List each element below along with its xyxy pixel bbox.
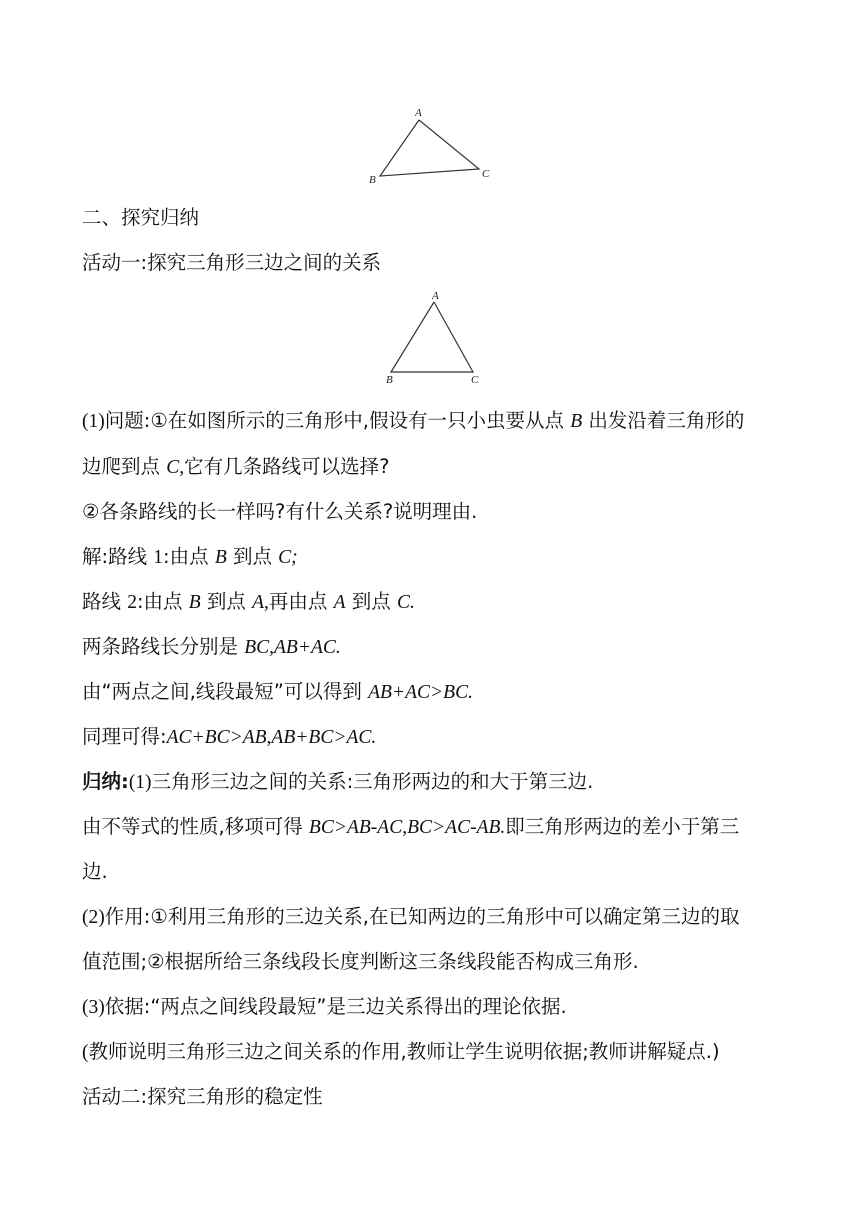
triangle-figure-1 (360, 100, 500, 192)
activity-1-title: 活动一:探究三角形三边之间的关系 (82, 251, 382, 274)
solution-line-4: 由“两点之间,线段最短”可以得到 AB+AC>BC. (82, 680, 473, 703)
solution-line-2: 路线 2:由点 B 到点 A,再由点 A 到点 C. (82, 590, 415, 613)
summary-line-5: 值范围;②根据所给三条线段长度判断这三条线段能否构成三角形. (82, 950, 639, 973)
summary-label: 归纳: (82, 770, 129, 793)
question-line-2: 边爬到点 C,它有几条路线可以选择? (82, 455, 390, 478)
triangle-figure-2 (375, 288, 495, 388)
question-line-3: ②各条路线的长一样吗?有什么关系?说明理由. (82, 500, 478, 523)
summary-line-1: 归纳:(1)三角形三边之间的关系:三角形两边的和大于第三边. (82, 770, 594, 793)
question-line-1: (1)问题:①在如图所示的三角形中,假设有一只小虫要从点 B 出发沿着三角形的 (82, 409, 745, 432)
vertex-label-a: A (432, 290, 439, 302)
solution-line-3: 两条路线长分别是 BC,AB+AC. (82, 635, 341, 658)
summary-line-2: 由不等式的性质,移项可得 BC>AB-AC,BC>AC-AB.即三角形两边的差小于第三 (82, 815, 740, 838)
summary-line-3: 边. (82, 860, 108, 883)
triangle-2-outline (391, 302, 473, 372)
vertex-label-b: B (369, 174, 376, 186)
vertex-label-b: B (386, 374, 393, 386)
vertex-label-a: A (415, 107, 422, 119)
solution-line-5: 同理可得:AC+BC>AB,AB+BC>AC. (82, 725, 377, 748)
vertex-label-c: C (471, 374, 479, 386)
section-title: 二、探究归纳 (82, 206, 200, 229)
summary-line-6: (3)依据:“两点之间线段最短”是三边关系得出的理论依据. (82, 995, 567, 1018)
activity-2-title: 活动二:探究三角形的稳定性 (82, 1085, 323, 1108)
triangle-1-outline (380, 120, 479, 176)
vertex-label-c: C (482, 168, 490, 180)
teacher-note: (教师说明三角形三边之间关系的作用,教师让学生说明依据;教师讲解疑点.) (82, 1040, 720, 1063)
solution-line-1: 解:路线 1:由点 B 到点 C; (82, 545, 298, 568)
summary-line-4: (2)作用:①利用三角形的三边关系,在已知两边的三角形中可以确定第三边的取 (82, 905, 740, 928)
